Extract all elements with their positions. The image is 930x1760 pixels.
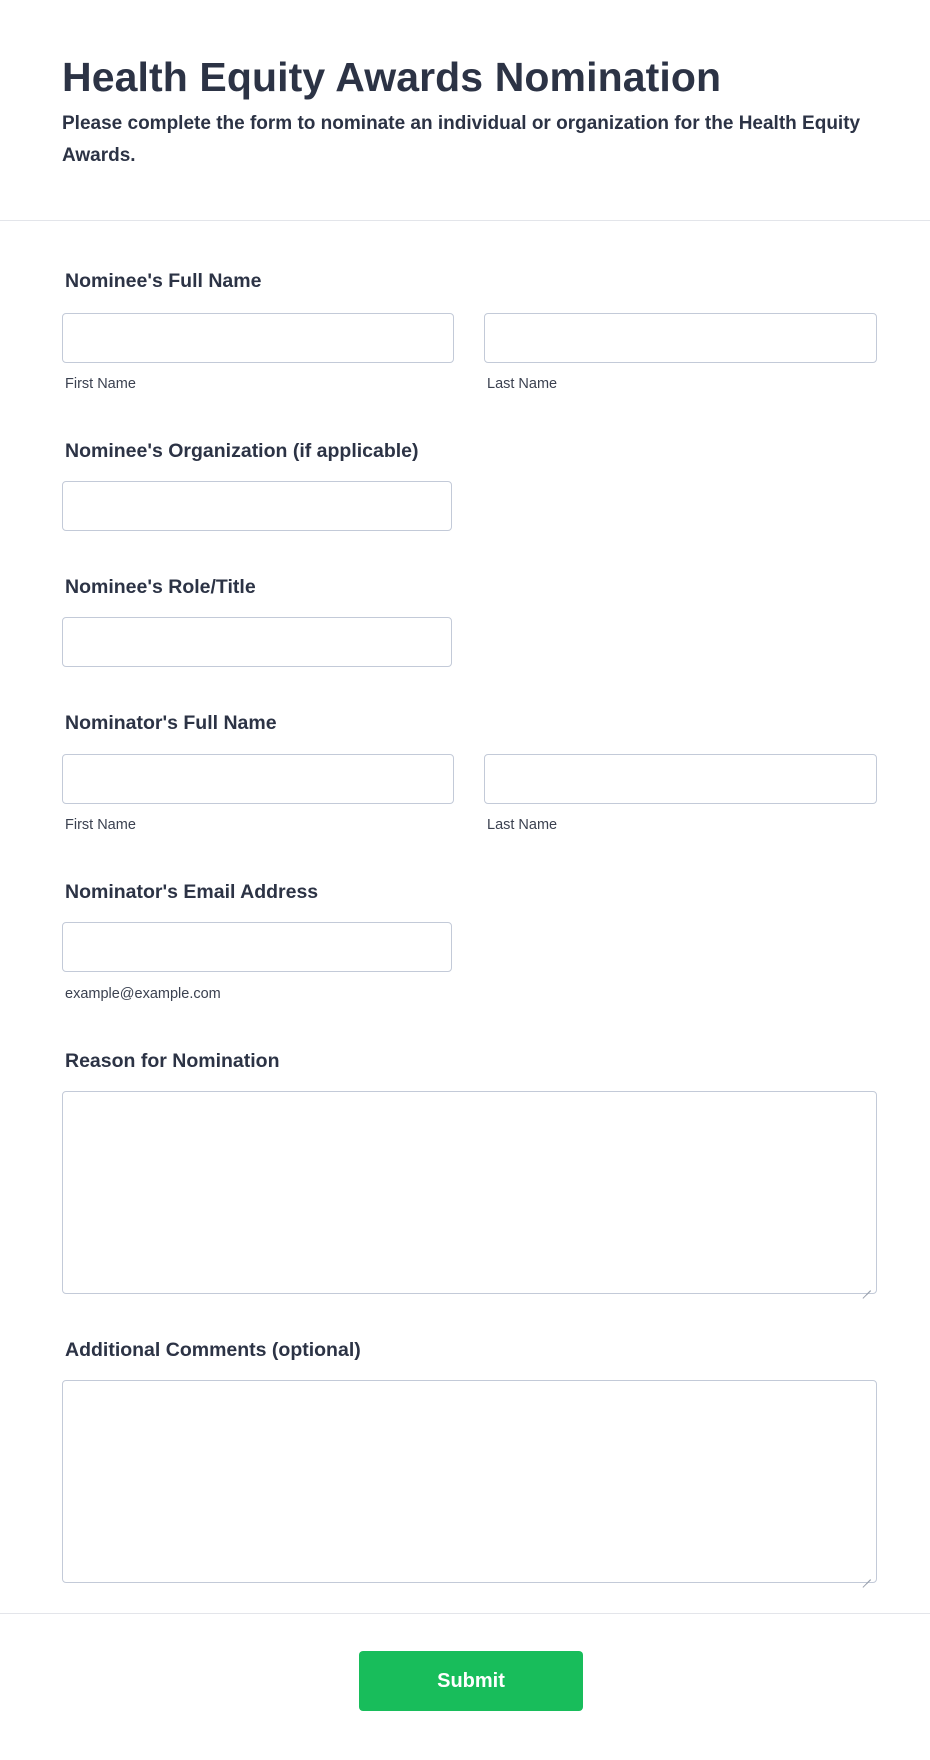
form-title: Health Equity Awards Nomination bbox=[62, 54, 722, 100]
nominee-role-input[interactable] bbox=[62, 617, 452, 667]
nominee-first-name-sublabel: First Name bbox=[65, 376, 136, 392]
comments-label: Additional Comments (optional) bbox=[65, 1339, 361, 1361]
nominee-organization-input[interactable] bbox=[62, 481, 452, 531]
reason-textarea[interactable] bbox=[62, 1091, 877, 1294]
nominator-email-input[interactable] bbox=[62, 922, 452, 972]
nominee-name-label: Nominee's Full Name bbox=[65, 270, 262, 292]
nominee-role-label: Nominee's Role/Title bbox=[65, 576, 256, 598]
nominee-first-name-input[interactable] bbox=[62, 313, 454, 363]
footer-divider bbox=[0, 1613, 930, 1614]
nominator-last-name-sublabel: Last Name bbox=[487, 817, 558, 833]
nominee-last-name-sublabel: Last Name bbox=[487, 376, 558, 392]
nominator-first-name-sublabel: First Name bbox=[65, 817, 136, 833]
nominator-email-label: Nominator's Email Address bbox=[65, 881, 319, 903]
nominator-first-name-input[interactable] bbox=[62, 754, 454, 804]
nominee-organization-label: Nominee's Organization (if applicable) bbox=[65, 440, 419, 462]
nominator-email-sublabel: example@example.com bbox=[65, 986, 221, 1002]
comments-textarea[interactable] bbox=[62, 1380, 877, 1583]
nominator-last-name-input[interactable] bbox=[484, 754, 877, 804]
submit-button[interactable]: Submit bbox=[359, 1651, 583, 1711]
form-header bbox=[0, 0, 930, 221]
reason-label: Reason for Nomination bbox=[65, 1050, 280, 1072]
form-description: Please complete the form to nominate an individual or organization for the Health Equity Awards. bbox=[62, 113, 861, 166]
nominator-name-label: Nominator's Full Name bbox=[65, 712, 277, 734]
nominee-last-name-input[interactable] bbox=[484, 313, 877, 363]
